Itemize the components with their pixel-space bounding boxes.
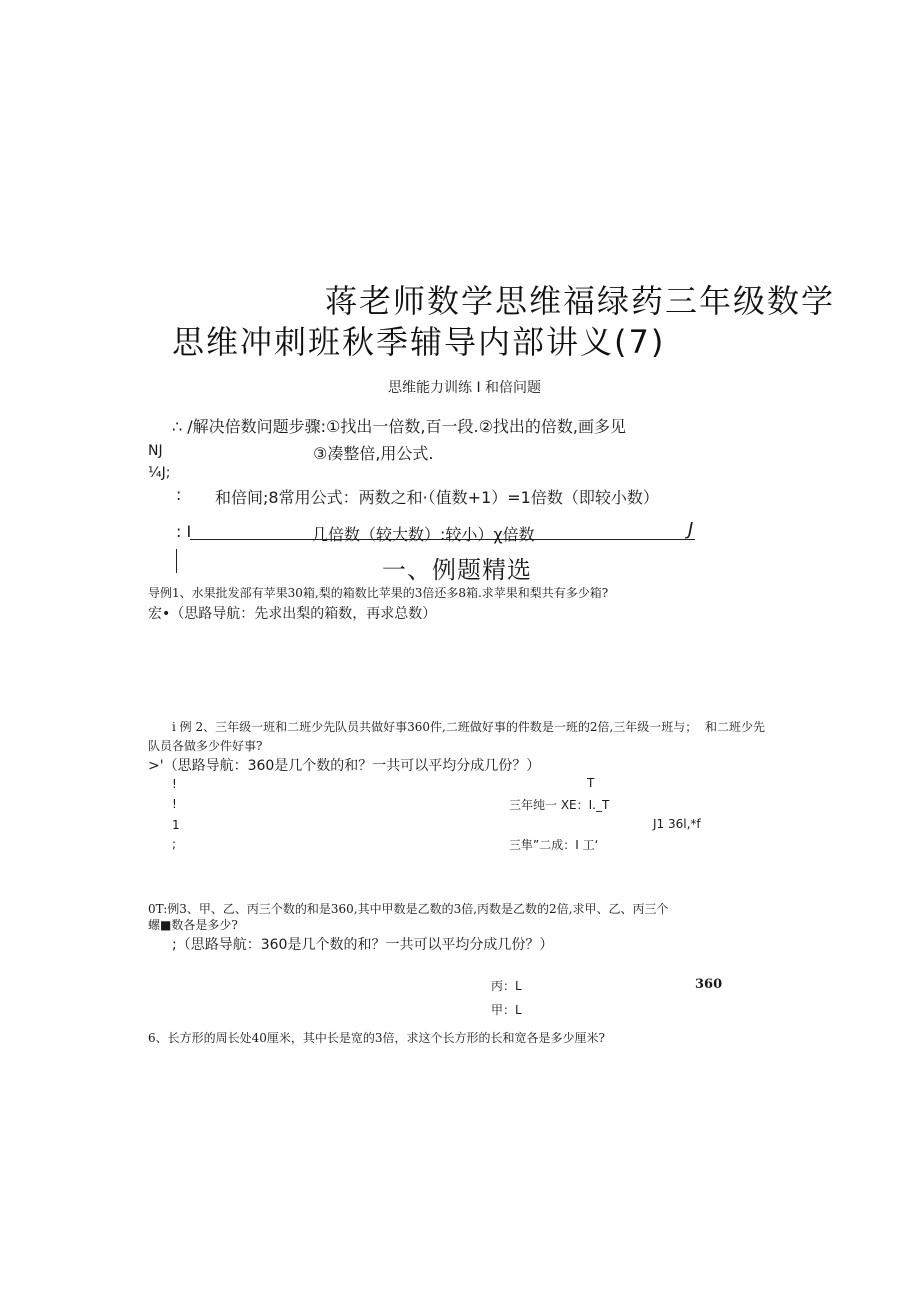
example-2-mark-2: ! [172, 797, 177, 811]
example-2-mark-1: ! [172, 777, 177, 791]
formula-1: 和倍间;8常用公式：两数之和·（值数+1）=1倍数（即较小数） [215, 488, 659, 507]
steps-line-1: ∴ /解决倍数问题步骤:①找出一倍数,百一段.②找出的倍数,画多见 [172, 417, 626, 436]
section-title: 一、例题精选 [382, 556, 532, 584]
example-2-mark-1-right: T [587, 776, 595, 790]
example-2-label-class-2: 三隼”二成：I 工‘ [509, 838, 599, 852]
title-line-2: 思维冲刺班秋季辅导内部讲义(7) [172, 323, 666, 361]
formula-1-prefix: : [176, 485, 182, 504]
section-bar [176, 549, 177, 573]
steps-line-3: ¼J; [148, 465, 171, 481]
example-1-hint: 宏•（思路导航：先求出梨的箱数，再求总数） [148, 606, 437, 622]
formula-underline [190, 539, 695, 540]
example-1-text: 导例1、水果批发部有苹果30箱,梨的箱数比苹果的3倍还多8箱.求苹果和梨共有多少箱? [148, 586, 609, 600]
example-2-hint: >'（思路导航：360是几个数的和？一共可以平均分成几份？） [148, 758, 541, 774]
formula-2: 几倍数（较大数）:较小）χ倍数 [312, 525, 535, 544]
formula-2-suffix: J [688, 519, 694, 540]
title-line-1: 蒋老师数学思维福绿药三年级数学 [325, 282, 836, 320]
example-3-text-line-1: 0T:例3、甲、乙、丙三个数的和是360,其中甲数是乙数的3倍,丙数是乙数的2倍,求甲、乙、丙三个 [148, 902, 669, 916]
example-2-text-line-1-right: 和二班少先 [705, 720, 766, 734]
subtitle: 思维能力训练 I 和倍问题 [388, 380, 542, 396]
example-2-mark-3: 1 [172, 818, 180, 832]
formula-2-prefix: : I [176, 522, 192, 541]
example-3-hint: ;（思路导航：360是几个数的和？一共可以平均分成几份？） [172, 937, 554, 953]
example-2-text-line-2: 队员各做多少件好事? [148, 739, 263, 753]
example-3-text-line-2: 螺■数各是多少? [148, 918, 238, 932]
steps-line-2-left: NJ [148, 443, 163, 459]
example-4-text: 6、长方形的周长处40厘米，其中长是宽的3倍，求这个长方形的长和宽各是多少厘米? [148, 1031, 605, 1045]
example-3-total: 360 [695, 977, 723, 992]
example-2-mark-4: ; [172, 837, 177, 851]
steps-line-2-right: ③凑整倍,用公式. [313, 444, 434, 463]
example-2-text-line-1: i 例 2、三年级一班和二班少先队员共做好事360件,二班做好事的件数是一班的2倍,三年级一班与； [172, 720, 698, 734]
example-3-label-bing: 丙：L [491, 979, 522, 993]
example-2-label-class-1: 三年纯一 XE：I._T [509, 798, 610, 812]
example-3-label-jia: 甲：L [491, 1003, 522, 1017]
example-2-label-total: J1 36l,*f [653, 817, 701, 831]
